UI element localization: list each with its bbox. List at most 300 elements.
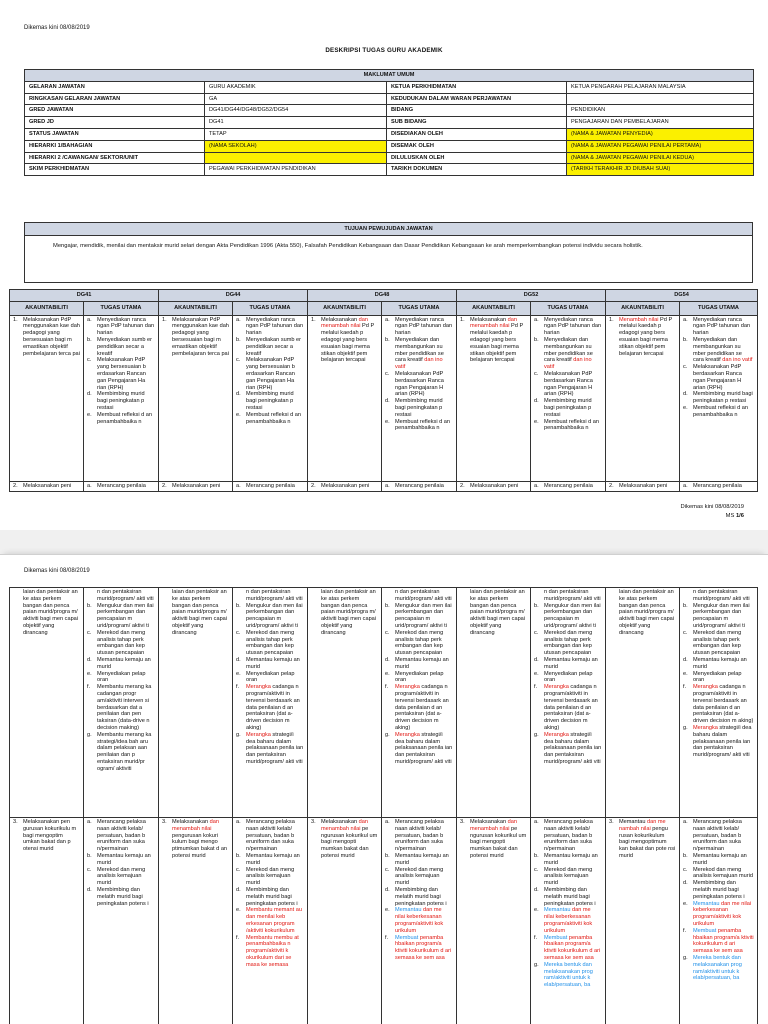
duty-item-text [395,603,453,630]
duty-item [385,867,453,887]
text-run: strategi/i dea baharu dalam pelaksanaan penila ian dan pentaksiran murid/program/ akti viti [544,731,602,765]
tujuan-header: TUJUAN PEWUJUDAN JAWATAN [25,223,753,236]
duty-item-marker: a. [534,819,539,825]
duty-item-marker: a. [683,819,688,825]
text-run: Membuat refleksi d an penambahbaika n [246,411,302,425]
text-run: Membimbing murid bagi peningkatan p restasi [97,391,145,411]
info-value: GURU AKADEMIK [205,81,387,93]
text-run: Menyediakan ranca ngan PdP tahunan dan harian [395,316,453,337]
text-run: Membuat [693,927,717,934]
text-run: Membimbing murid bagi peningkatan p restasi [395,398,443,418]
duty-item-marker: f. [683,927,687,934]
duty-item-marker: c. [87,357,92,364]
duty-item [385,887,453,907]
grade-header-dg52: DG52 [457,290,606,302]
accountability-3-number: 3. [609,819,614,825]
duty-item [87,603,155,630]
text-run: Merangka [693,684,718,691]
info-value: GA [205,93,387,105]
grade-header-dg54: DG54 [606,290,758,302]
duty-item [534,887,602,907]
maklumat-umum-header: MAKLUMAT UMUM [25,70,754,82]
accountability-2-number: 2. [162,482,167,489]
text-run: Merangka [544,731,569,738]
duty-item [385,398,453,418]
info-row [25,105,754,117]
duty-item-marker: b. [534,336,539,343]
accountability-3-number: 3. [460,819,465,825]
duty-item [87,412,155,426]
akauntabiliti-cell [159,818,233,1024]
duty-item-text [693,657,754,671]
duty-item-marker: d. [534,656,539,663]
duty-item-marker: f. [236,934,240,941]
text-run: Membimbing murid bagi peningkatan p restasi [544,398,592,418]
duty-item-marker: f. [87,684,91,691]
accountability-1-text [172,317,229,358]
text-run: Menyediakan pelap oran [395,670,444,684]
duty-item-text: Merancang penilaia [395,482,444,489]
tujuan-text: Mengajar, mendidik, menilai dan mentaksir murid selari dengan Akta Pendidikan 1996 (Akta 550), Falsafah Pendidikan Kebangsaan dan Dasar Pendidikan Kebangsaan ke arah memperkembangkan potensi individu secara holistik. [25,236,753,283]
info-row [25,117,754,129]
duty-item [385,935,453,962]
info-label: STATUS JAWATAN [25,128,205,140]
duty-item-text [693,364,754,391]
duty-item-text [395,337,453,371]
text-run: penamba hbaikan program/a ktiviti kokurikulum d ari semasa ke sem asa [544,934,601,961]
duty-item [683,364,754,391]
info-label: DISEMAK OLEH [387,140,567,152]
duty-item-marker: b. [385,852,390,859]
duty-item-text [246,935,304,969]
duty-item [534,935,602,962]
text-run: dan me nilai keberkesanan program/aktiviti kok urikulum [544,907,593,934]
duty-item-marker: e. [534,418,539,425]
info-label: HIERARKI 1/BAHAGIAN [25,140,205,152]
duty-item-text [693,955,754,982]
duty-item [236,630,304,657]
text-run: Melaksanakan [470,819,508,825]
info-value: PENDIDIKAN [567,105,754,117]
accountability-2-continued: laian dan pentaksir an ke atas perkem bangan dan penca paian murid/progra m/ aktiviti bagi men capai objektif yang dirancang [23,589,79,636]
duty-item [236,357,304,391]
text-run: Melaksanakan [321,316,359,323]
duty-item [236,483,304,490]
duty-item-text [395,935,453,962]
duty-item-text [544,671,602,685]
duty-item-text [693,337,754,364]
duty-item-marker: c. [385,629,390,636]
tugas-utama-header: TUGAS UTAMA [84,301,159,315]
duty-item [385,317,453,337]
text-run: Merangka [395,684,420,691]
accountability-1 [609,317,676,358]
text-run: Merangka [693,724,718,731]
duty-item-text [97,357,155,391]
duty-item-text [246,630,304,657]
duty-item-marker: f. [683,684,687,691]
duty-item [87,657,155,671]
accountability-1-text [470,317,527,365]
text-run: Memantau kemaju an murid [246,852,300,866]
accountability-2-text: Melaksanakan peni [23,482,72,489]
duty-item [236,671,304,685]
duty-item-marker: c. [534,629,539,636]
duty-item-text [97,630,155,657]
duty-item-text [544,819,602,853]
info-value: PENGAJARAN DAN PEMBELAJARAN [567,117,754,129]
text-run: Membimbing dan melatih murid bagi peningkatan potens i [395,886,447,907]
info-label: KETUA PERKHIDMATAN [387,81,567,93]
text-run: Membantu merang ka strategi/idea bah aru dalam pelaksan aan penilaian dan p entaksiran murid/pr ogram/ aktiviti [97,731,152,772]
akauntabiliti-cell [606,315,680,481]
text-run: Membimbing dan melatih murid bagi peningkatan potens i [246,886,298,907]
text-run: penamba hbaikan program/a ktiviti kokurikulum d ari semasa ke sem asa [395,934,452,961]
duty-item [87,391,155,411]
accountability-3-number: 3. [311,819,316,825]
accountability-2-continued: laian dan pentaksir an ke atas perkem bangan dan penca paian murid/progra m/ aktiviti bagi men capai objektif yang dirancang [172,589,228,636]
duty-item-text [544,419,602,433]
text-run: Menyediakan dan membangunkan su mber pendidikan se cara kreatif [693,336,742,364]
text-run: Membantu merang ka cadangan progr am/aktiviti interven si berdasarkan dat a penilaian dan pen taksiran (data-drive n decision making) [97,684,152,731]
akauntabiliti-cell [10,588,84,818]
duty-item-marker: e. [534,907,539,914]
duty-item-text [544,907,602,934]
tugas-cell [84,481,159,491]
accountability-2 [13,483,80,490]
duty-item [236,867,304,887]
duty-item [87,483,155,490]
text-run: dan menambah nilai [470,316,517,330]
duty-item-marker: g. [87,731,92,738]
tugas-cell [382,315,457,481]
page-number [726,513,744,519]
text-run: Mengukur dan men ilai perkembangan dan pencapaian m urid/program/ aktivi ti [246,602,303,629]
duty-item [236,337,304,357]
accountability-3-number: 3. [13,819,18,825]
akauntabiliti-cell [457,588,531,818]
duty-item [683,901,754,928]
duty-item [385,671,453,685]
duty-item-text [395,887,453,907]
tugas-cell [531,588,606,818]
duty-item [683,337,754,364]
duty-item-text [544,962,602,989]
akauntabiliti-cell [10,818,84,1024]
tugas-cell [680,315,758,481]
text-run: Memantau kemaju an murid [544,656,598,670]
duty-item-marker: e. [385,670,390,677]
accountability-2-text: Melaksanakan peni [619,482,668,489]
duty-item [683,928,754,955]
duty-item-marker: f. [385,934,389,941]
tugas-cell [531,818,606,1024]
duty-item [385,732,453,766]
duty-item [385,684,453,732]
duty-item [385,603,453,630]
duty-item-text [395,630,453,657]
duty-item-marker: c. [683,364,688,371]
accountability-1-number: 1. [13,316,18,323]
duty-item-marker: e. [683,670,688,677]
akauntabiliti-cell [457,481,531,491]
duty-item-marker: d. [87,656,92,663]
info-row [25,152,754,164]
duty-item-text [544,317,602,337]
duty-item [683,880,754,900]
duty-item [87,317,155,337]
duty-item-text [693,317,754,337]
accountability-2-continued: laian dan pentaksir an ke atas perkem bangan dan penca paian murid/progra m/ aktiviti bagi men capai objektif yang dirancang [470,589,526,636]
duty-item-text [395,419,453,433]
accountability-1 [13,317,80,358]
duty-item-marker: g. [534,961,539,968]
duty-item-text [246,391,304,411]
text-run: Memantau kemaju an murid [693,852,747,866]
duty-item [385,337,453,371]
duty-item-marker: c. [236,866,241,873]
page-2 [0,554,768,1024]
updated-date: Dikemas kini 08/08/2019 [24,25,90,31]
akauntabiliti-cell [457,315,531,481]
duty-item [683,671,754,685]
text-run: Mengukur dan men ilai perkembangan dan pencapaian m urid/program/ aktivi ti [395,602,452,629]
text-run: Memantau [544,907,571,914]
text-run: Membimbing dan melatih murid bagi peningkatan potens i [693,880,745,900]
tugas-cell [680,818,758,1024]
duty-item-marker: a. [385,819,390,825]
duty-item-text [544,684,602,732]
accountability-3 [162,819,229,860]
tugas-cell [233,481,308,491]
text-run: Merekod dan meng analisis kemajuan murid [246,866,295,887]
duty-item-text [97,412,155,426]
duty-item-text [246,657,304,671]
duty-item-text [395,853,453,867]
tugas-cell [382,818,457,1024]
duty-item-text [246,853,304,867]
info-value: KETUA PENGARAH PELAJARAN MALAYSIA [567,81,754,93]
duty-item-marker: c. [683,629,688,636]
duty-item-marker: f. [534,684,538,691]
duty-item-marker: c. [683,866,688,873]
akauntabiliti-cell [606,818,680,1024]
akauntabiliti-header: AKAUNTABILITI [457,301,531,315]
duty-item [385,630,453,657]
text-run: Membimbing murid bagi peningkatan p restasi [693,391,753,405]
duty-item-marker: d. [87,391,92,398]
duty-item-marker: a. [683,482,688,489]
tugas-utama-header: TUGAS UTAMA [233,301,308,315]
duty-item-marker: b. [534,852,539,859]
text-run: pengu rusan kokurikulum bagi mengoptimum kan bakat dan pote nsi murid [619,825,676,859]
duty-item-text [544,887,602,907]
accountability-1 [162,317,229,358]
duty-item-text [693,928,754,955]
duty-item [683,391,754,405]
duty-item-marker: d. [385,398,390,405]
duty-item-marker: d. [683,880,688,887]
accountability-3-number: 3. [162,819,167,825]
accountability-2-continued: laian dan pentaksir an ke atas perkem bangan dan penca paian murid/progra m/ aktiviti bagi men capai objektif yang dirancang [321,589,377,636]
duty-item-text [544,603,602,630]
duty-item-marker: b. [683,852,688,859]
maklumat-umum-table [24,69,754,176]
text-run: Menyediakan ranca ngan PdP tahunan dan harian [97,316,155,337]
duty-item [87,357,155,391]
tugas-cell [233,588,308,818]
duty-item [87,853,155,867]
text-run: pe ngurusan kokurikul um bagi mengopti mumkan bakat dan potensi murid [321,825,378,859]
akauntabiliti-cell [308,315,382,481]
duty-item-text [544,867,602,887]
akauntabiliti-cell [606,481,680,491]
duty-item-marker: a. [236,316,241,323]
duty-item-marker: d. [385,656,390,663]
duty-item-marker: a. [236,819,241,825]
text-run: Menyediakan ranca ngan PdP tahunan dan harian [544,316,602,337]
duty-item [236,732,304,766]
accountability-3 [13,819,80,853]
info-label: RINGKASAN GELARAN JAWATAN [25,93,205,105]
duty-item-text [544,732,602,766]
text-run: Merekod dan meng analisis kemajuan murid [97,866,146,887]
duty-item-text [246,732,304,766]
duty-item-text [395,684,453,732]
duty-item-text [544,853,602,867]
duty-a-continued: n dan pentaksiran murid/program/ akti viti [544,589,601,602]
duty-item-marker: g. [385,731,390,738]
duty-a-continued: n dan pentaksiran murid/program/ akti viti [693,589,750,602]
text-run: Memantau kemaju an murid [395,852,449,866]
duty-item-marker: d. [236,391,241,398]
duty-item [87,819,155,853]
info-label: DILULUSKAN OLEH [387,152,567,164]
info-label: GELARAN JAWATAN [25,81,205,93]
text-run: dan ino vatif [544,357,592,371]
duty-item [236,657,304,671]
text-run: dan ino vatif [395,357,443,371]
accountability-3-text [321,819,378,860]
page-number-value: 1/6 [735,513,744,519]
duty-item-marker: d. [236,886,241,893]
accountability-2-number: 2. [609,482,614,489]
duty-item [534,398,602,418]
text-run: Menyediakan sumb er pendidikan secar a kreatif [97,336,153,357]
text-run: Merancang pelaksa naan aktiviti kelab/ persatuan, badan b eruniform dan suka n/permainan [544,819,593,853]
duty-item [534,671,602,685]
text-run: Memantau kemaju an murid [97,656,151,670]
duty-item-text [97,337,155,357]
duty-item [534,907,602,934]
accountability-1-text [23,317,80,358]
duty-item [534,684,602,732]
duty-item-text [395,819,453,853]
duty-item-marker: b. [236,852,241,859]
info-row [25,81,754,93]
accountability-3 [311,819,378,860]
duty-item-text [246,684,304,732]
text-run: dan menambah nilai [321,819,368,832]
duty-item-text [246,603,304,630]
duty-item-text [246,317,304,337]
text-run: Merancang pelaksa naan aktiviti kelab/ persatuan, badan b eruniform dan suka n/permainan [693,819,742,853]
duty-item-marker: b. [385,336,390,343]
info-row [25,140,754,152]
duty-item-marker: b. [87,852,92,859]
tugas-utama-header: TUGAS UTAMA [680,301,758,315]
duty-item [236,887,304,907]
akauntabiliti-header: AKAUNTABILITI [606,301,680,315]
text-run: Melaksanakan PdP berdasarkan Ranca ngan Pengajaran H arian (RPH) [693,364,742,391]
tugas-cell [84,818,159,1024]
text-run: Merekod dan meng analisis tahap perk embangan dan kep utusan pencapaian [395,629,444,657]
duty-item [87,887,155,907]
text-run: Merekod dan meng analisis kemajuan murid [693,866,754,880]
accountability-2-continued: laian dan pentaksir an ke atas perkem bangan dan penca paian murid/progra m/ aktiviti bagi men capai objektif yang dirancang [619,589,675,636]
duty-item-marker: g. [236,731,241,738]
duty-item [385,907,453,934]
text-run: Melaksanakan [470,316,508,323]
text-run: Melaksanakan PdP berdasarkan Ranca ngan Pengajaran H arian (RPH) [544,370,593,398]
duty-item-marker: b. [87,602,92,609]
duty-item-text [544,371,602,398]
text-run: Memantau [619,819,647,825]
accountability-2-text: Melaksanakan peni [321,482,370,489]
duty-item-marker: c. [534,370,539,377]
duty-item-text [395,907,453,934]
text-run: Merekod dan meng analisis tahap perk embangan dan kep utusan pencapaian [246,629,295,657]
text-run: Merekod dan meng analisis tahap perk embangan dan kep utusan pencapaian [97,629,146,657]
duty-item [683,405,754,419]
grade-header-dg44: DG44 [159,290,308,302]
text-run: Menyediakan pelap oran [97,670,146,684]
text-run: Membuat refleksi d an penambahbaika n [693,404,749,418]
duty-item [683,725,754,759]
duty-item [385,483,453,490]
duty-item-marker: e. [87,411,92,418]
duty-a-continued: n dan pentaksiran murid/program/ akti viti [246,589,303,602]
accountability-3-text [619,819,676,860]
duty-item [534,483,602,490]
text-run: cadanga n program/aktiviti in tervensi berdasark an data penilaian d an pentaksiran (dat a-driven decision m aking) [544,684,598,731]
text-run: Merekod dan meng analisis kemajuan murid [544,866,593,887]
duty-item-marker: c. [385,866,390,873]
duty-item-text [693,405,754,419]
duty-item [534,657,602,671]
akauntabiliti-cell [308,588,382,818]
text-run: Memantau kemaju an murid [693,656,747,670]
text-run: dan ino vatif [722,357,753,364]
duty-item [534,630,602,657]
duty-item-marker: f. [236,684,240,691]
duty-item [385,657,453,671]
text-run: dan me nambah nilai [619,819,666,832]
text-run: Menyediakan ranca ngan PdP tahunan dan harian [246,316,304,337]
duty-item-text [544,630,602,657]
text-run: Melaksanakan PdP yang bersesuaian b erdasarkan Rancan gan Pengajaran Ha rian (RPH) [246,357,295,391]
text-run: Merangka [246,684,271,691]
duty-item-marker: e. [236,670,241,677]
accountability-1-number: 1. [162,316,167,323]
text-run: dan menambah nilai [172,819,219,832]
info-row [25,128,754,140]
info-value: (NAMA SEKOLAH) [205,140,387,152]
duty-item-marker: c. [236,629,241,636]
duty-item-text [395,732,453,766]
tugas-utama-header: TUGAS UTAMA [382,301,457,315]
duty-item-marker: d. [385,886,390,893]
